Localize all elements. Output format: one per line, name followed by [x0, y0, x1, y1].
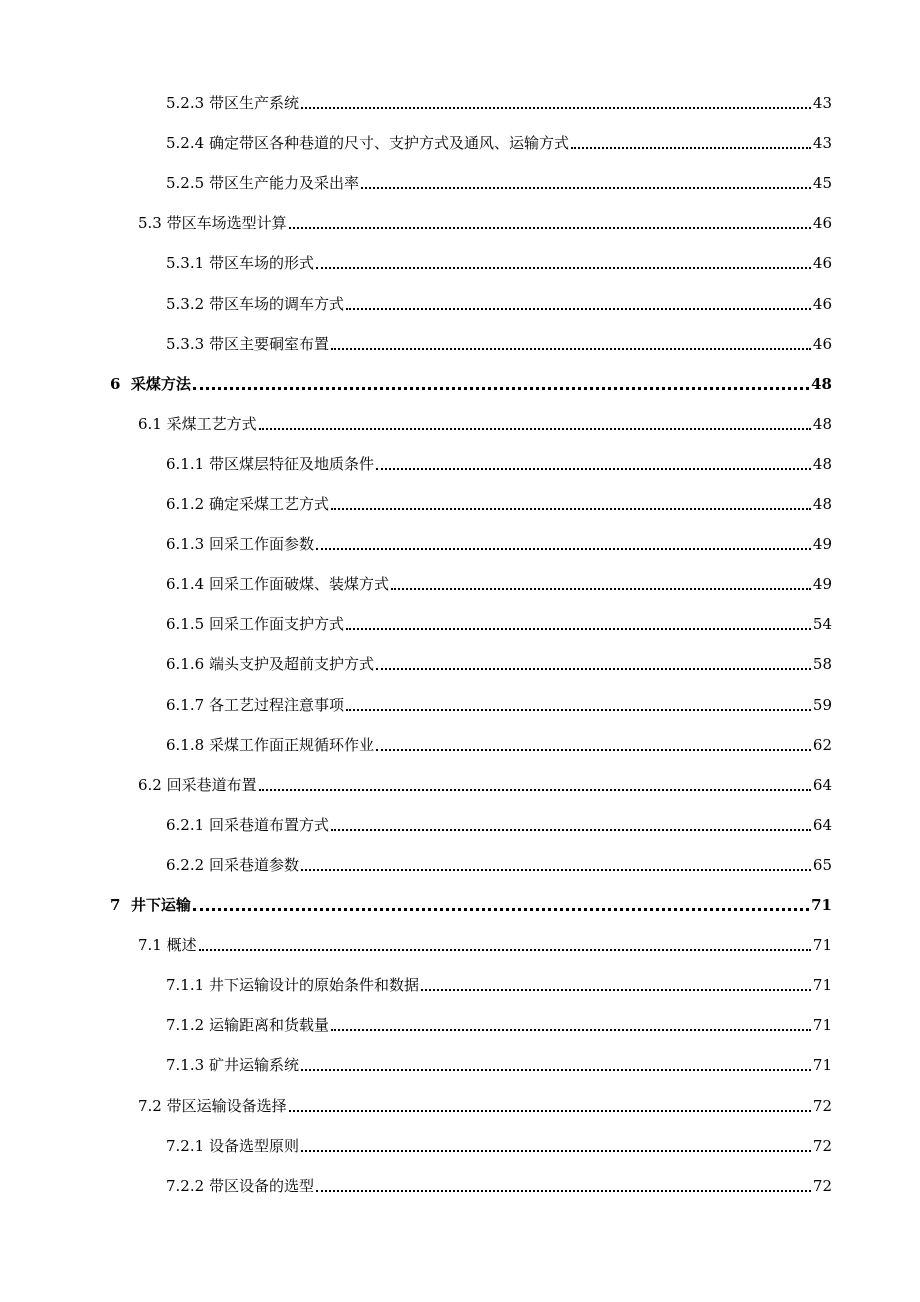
toc-entry[interactable] [138, 411, 832, 437]
toc-dot-leader [289, 1109, 811, 1112]
toc-entry-page-number: 62 [812, 735, 832, 754]
toc-entry-title: 确定采煤工艺方式 [208, 495, 329, 513]
toc-dot-leader [316, 547, 811, 550]
toc-dot-leader [193, 386, 809, 390]
toc-entry[interactable] [166, 170, 832, 196]
toc-dot-leader [331, 347, 811, 350]
toc-dot-leader [376, 748, 811, 751]
toc-entry-number: 6.1 [138, 414, 167, 433]
toc-dot-leader [346, 627, 811, 630]
toc-entry-title: 回采工作面支护方式 [208, 615, 344, 634]
toc-entry-page-number: 59 [812, 695, 832, 714]
toc-entry-number: 7.1.1 [166, 976, 209, 995]
toc-dot-leader [289, 226, 811, 229]
toc-dot-leader [199, 948, 811, 951]
toc-entry-title: 带区主要硐室布置 [208, 334, 329, 353]
toc-dot-leader [316, 266, 811, 269]
toc-entry-page-number: 64 [812, 815, 832, 834]
toc-entry-title: 带区车场选型计算 [166, 214, 287, 233]
toc-entry-page-number: 49 [812, 575, 832, 594]
toc-entry-title: 带区设备的选型 [208, 1176, 314, 1195]
toc-entry-title: 采煤工作面正规循环作业 [208, 735, 374, 754]
toc-entry-page-number: 48 [811, 374, 832, 393]
toc-entry-title: 运输距离和货载量 [208, 1016, 329, 1035]
toc-entry-number: 7.2.1 [166, 1136, 209, 1155]
toc-entry-title: 设备选型原则 [208, 1136, 299, 1155]
toc-entry[interactable] [110, 892, 832, 918]
toc-entry-number: 6.1.3 [166, 535, 209, 554]
toc-entry-page-number: 43 [812, 134, 832, 153]
toc-entry-number: 6.1.1 [166, 454, 209, 473]
toc-entry-number: 6.2.2 [166, 855, 209, 874]
toc-entry-title: 确定带区各种巷道的尺寸、支护方式及通风、运输方式 [208, 134, 569, 153]
toc-entry-number: 7.2 [138, 1096, 167, 1115]
toc-entry-title: 带区生产能力及采出率 [208, 174, 359, 193]
toc-entry-page-number: 48 [812, 414, 832, 433]
toc-entry-number: 7.1.3 [166, 1056, 209, 1075]
toc-entry-page-number: 43 [812, 94, 832, 112]
toc-entry[interactable] [138, 932, 832, 958]
toc-entry-page-number: 72 [812, 1096, 832, 1115]
toc-entry[interactable] [166, 1012, 832, 1038]
toc-entry-title: 回采巷道布置方式 [208, 815, 329, 834]
toc-entry[interactable] [138, 1093, 832, 1119]
toc-entry-page-number: 45 [812, 174, 832, 193]
toc-entry[interactable] [166, 1173, 832, 1199]
toc-entry-page-number: 71 [812, 936, 832, 955]
toc-entry[interactable] [138, 210, 832, 236]
toc-entry[interactable] [166, 130, 832, 156]
toc-dot-leader [316, 1189, 811, 1192]
toc-entry-number: 5.2.3 [166, 94, 209, 112]
toc-entry-number: 6.1.5 [166, 615, 209, 634]
toc-entry-number: 7.1.2 [166, 1016, 209, 1035]
toc-entry-number: 5.3.3 [166, 334, 209, 353]
toc-entry[interactable] [166, 651, 832, 677]
toc-entry-title: 回采巷道参数 [208, 855, 299, 874]
toc-entry[interactable] [166, 1052, 832, 1078]
toc-entry-title: 带区生产系统 [208, 94, 299, 112]
toc-entry[interactable] [166, 331, 832, 357]
toc-entry-number: 6.2 [138, 775, 167, 794]
toc-entry-number: 7.1 [138, 936, 167, 955]
toc-dot-leader [376, 467, 811, 470]
toc-entry-page-number: 54 [812, 615, 832, 634]
toc-entry-title: 带区煤层特征及地质条件 [208, 454, 374, 473]
toc-dot-leader [301, 1149, 811, 1152]
toc-entry[interactable] [166, 491, 832, 517]
toc-entry-number: 7 [110, 896, 131, 914]
toc-entry[interactable] [166, 250, 832, 276]
toc-dot-leader [331, 1028, 811, 1031]
toc-entry-title: 采煤工艺方式 [166, 414, 257, 433]
toc-entry[interactable] [166, 732, 832, 758]
toc-entry-page-number: 48 [812, 495, 832, 513]
toc-entry-number: 6.1.2 [166, 495, 209, 513]
toc-dot-leader [421, 988, 811, 991]
toc-dot-leader [301, 868, 811, 871]
toc-entry[interactable] [166, 1133, 832, 1159]
toc-entry-page-number: 71 [812, 1056, 832, 1075]
toc-entry-number: 5.3 [138, 214, 167, 233]
toc-dot-leader [301, 1068, 811, 1071]
toc-entry[interactable] [166, 90, 832, 116]
toc-entry-page-number: 72 [812, 1176, 832, 1195]
toc-entry-number: 5.3.1 [166, 254, 209, 273]
toc-dot-leader [361, 186, 811, 189]
toc-entry[interactable] [138, 772, 832, 798]
toc-dot-leader [331, 828, 811, 831]
toc-entry-page-number: 64 [812, 775, 832, 794]
toc-dot-leader [193, 907, 809, 911]
toc-dot-leader [571, 146, 811, 149]
toc-entry-page-number: 46 [812, 294, 832, 313]
toc-dot-leader [301, 106, 811, 109]
toc-entry-number: 6 [110, 374, 131, 393]
toc-entry[interactable] [166, 812, 832, 838]
toc-entry[interactable] [166, 531, 832, 557]
toc-entry-title: 端头支护及超前支护方式 [208, 655, 374, 674]
toc-entry-title: 回采工作面参数 [208, 535, 314, 554]
toc-entry-title: 带区车场的调车方式 [208, 294, 344, 313]
toc-entry-title: 概述 [166, 936, 197, 955]
toc-entry-number: 6.1.7 [166, 695, 209, 714]
toc-entry-number: 6.1.8 [166, 735, 209, 754]
toc-entry-page-number: 46 [812, 254, 832, 273]
toc-entry-number: 6.2.1 [166, 815, 209, 834]
toc-entry-page-number: 49 [812, 535, 832, 554]
toc-entry-title: 矿井运输系统 [208, 1056, 299, 1075]
toc-dot-leader [259, 788, 811, 791]
toc-entry-title: 回采巷道布置 [166, 775, 257, 794]
toc-entry-page-number: 46 [812, 214, 832, 233]
toc-dot-leader [331, 507, 811, 510]
toc-entry-page-number: 71 [812, 1016, 832, 1035]
toc-entry-title: 井下运输 [130, 896, 191, 914]
toc-entry[interactable] [166, 692, 832, 718]
toc-entry-title: 井下运输设计的原始条件和数据 [208, 976, 419, 995]
toc-entry-page-number: 72 [812, 1136, 832, 1155]
toc-entry[interactable] [166, 611, 832, 637]
toc-entry-page-number: 46 [812, 334, 832, 353]
toc-entry-page-number: 65 [812, 855, 832, 874]
toc-entry[interactable] [166, 852, 832, 878]
toc-entry[interactable] [110, 371, 832, 397]
toc-entry-number: 7.2.2 [166, 1176, 209, 1195]
toc-entry-page-number: 48 [812, 454, 832, 473]
toc-entry-number: 6.1.6 [166, 655, 209, 674]
toc-entry-number: 5.2.4 [166, 134, 209, 153]
toc-entry[interactable] [166, 291, 832, 317]
toc-entry[interactable] [166, 571, 832, 597]
toc-entry-title: 带区车场的形式 [208, 254, 314, 273]
toc-entry-page-number: 58 [812, 655, 832, 674]
toc-entry-page-number: 71 [811, 896, 832, 914]
toc-dot-leader [391, 587, 811, 590]
toc-dot-leader [376, 667, 811, 670]
toc-entry-title: 回采工作面破煤、装煤方式 [208, 575, 389, 594]
toc-entry-number: 6.1.4 [166, 575, 209, 594]
toc-entry-title: 带区运输设备选择 [166, 1096, 287, 1115]
toc-entry[interactable] [166, 972, 832, 998]
toc-entry[interactable] [166, 451, 832, 477]
toc-entry-number: 5.3.2 [166, 294, 209, 313]
toc-dot-leader [346, 708, 811, 711]
toc-dot-leader [346, 307, 811, 310]
toc-entry-number: 5.2.5 [166, 174, 209, 193]
toc-dot-leader [259, 427, 811, 430]
toc-entry-page-number: 71 [812, 976, 832, 995]
toc-entry-title: 各工艺过程注意事项 [208, 695, 344, 714]
toc-entry-title: 采煤方法 [130, 374, 191, 393]
